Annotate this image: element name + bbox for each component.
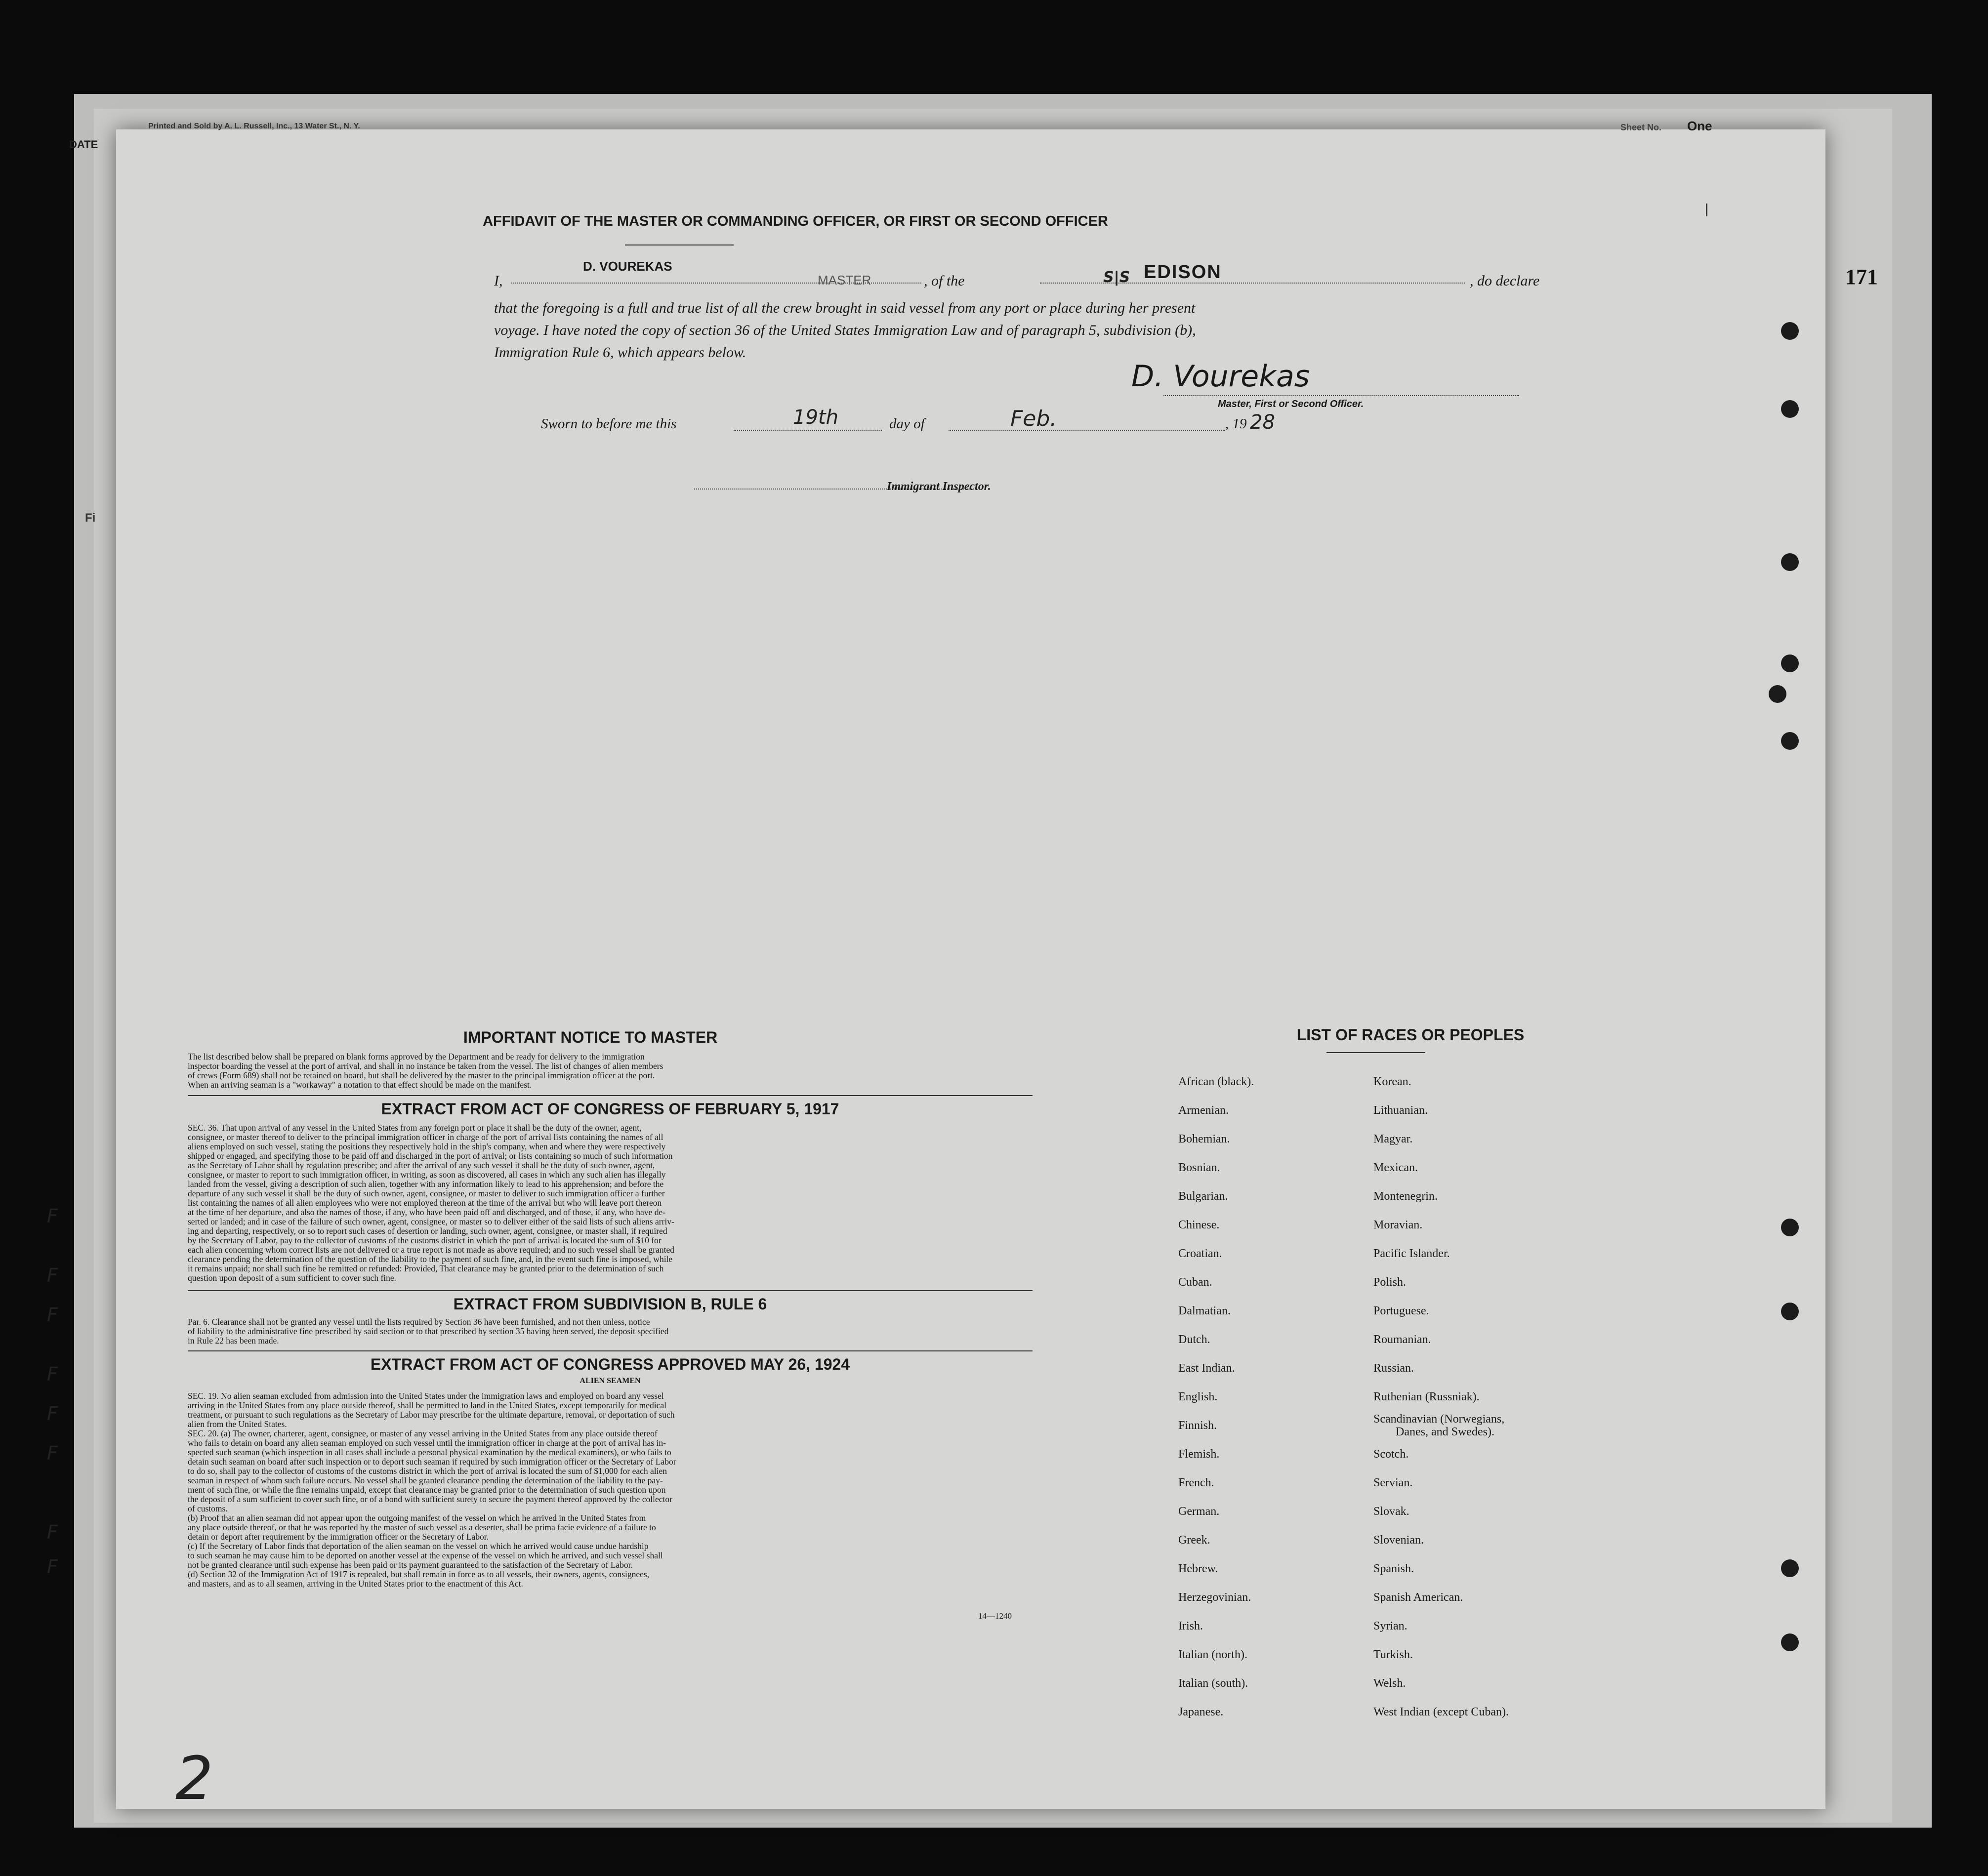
race-item: Finnish. xyxy=(1178,1419,1217,1432)
race-item: Bosnian. xyxy=(1178,1161,1220,1174)
rule6-line: of liability to the administrative fine prescribed by said section or to that prescribed by section 35 having been served, the deposit specified xyxy=(188,1326,669,1336)
race-item: Croatian. xyxy=(1178,1247,1222,1260)
act1917-title: EXTRACT FROM ACT OF CONGRESS OF FEBRUARY 5, 1917 xyxy=(381,1100,839,1118)
act1924-title: EXTRACT FROM ACT OF CONGRESS APPROVED MAY 26, 1924 xyxy=(370,1355,850,1373)
race-item: Spanish. xyxy=(1373,1562,1414,1575)
notice-rule xyxy=(188,1095,1033,1096)
race-item: Dutch. xyxy=(1178,1333,1210,1346)
races-title-rule xyxy=(1326,1052,1425,1053)
act1924-line: any place outside thereof, or that he was reported by the master of such vessel as a deserter, shall be prima facie evidence of a failure to xyxy=(188,1522,656,1532)
notice-text xyxy=(188,1052,1033,1090)
binder-hole xyxy=(1781,654,1799,672)
margin-tick: F xyxy=(47,1363,58,1385)
act1917-line: question upon deposit of a sum sufficient to cover such fine. xyxy=(188,1273,397,1283)
race-item: Irish. xyxy=(1178,1620,1203,1632)
race-item: Magyar. xyxy=(1373,1133,1413,1145)
act1924-line: detain or deport after requirement by the immigration officer or the Secretary of Labor. xyxy=(188,1532,489,1542)
rule6-line: in Rule 22 has been made. xyxy=(188,1336,279,1346)
sheet-number-label: Sheet No. xyxy=(1620,122,1662,132)
act1917-line: SEC. 36. That upon arrival of any vessel in the United States from any foreign port or place it shall be the duty of the owner, agent, xyxy=(188,1123,642,1133)
act1917-rule xyxy=(188,1290,1033,1291)
master-signature: D. Vourekas xyxy=(1131,359,1310,394)
printer-line: Printed and Sold by A. L. Russell, Inc., 13 Water St., N. Y. xyxy=(148,122,360,130)
race-item: Montenegrin. xyxy=(1373,1190,1438,1203)
act1917-line: each alien concerning whom correct lists are not delivered or a true report is not made as above required; and no such vessel shall be granted xyxy=(188,1245,674,1255)
race-item: Bohemian. xyxy=(1178,1133,1230,1145)
signature-caption: Master, First or Second Officer. xyxy=(1218,399,1364,409)
rule6-rule xyxy=(188,1350,1033,1351)
race-item: Pacific Islander. xyxy=(1373,1247,1450,1260)
i-label: I, xyxy=(494,273,503,289)
act1924-line: SEC. 20. (a) The owner, charterer, agent, consignee, or master of any vessel arriving in the United States from any place outside thereof xyxy=(188,1428,658,1438)
binder-hole xyxy=(1781,322,1799,340)
affidavit-line-4: Immigration Rule 6, which appears below. xyxy=(494,344,746,361)
sworn-month-line xyxy=(949,430,1225,431)
signature-line xyxy=(1163,395,1519,396)
form-code: 14—1240 xyxy=(978,1611,1012,1621)
race-item: Italian (north). xyxy=(1178,1648,1247,1661)
act1917-line: as the Secretary of Labor shall by regulation prescribe; and after the arrival of any such vessel it shall be the duty of such owner, agent, xyxy=(188,1160,655,1170)
act1917-line: consignee, or master thereof to deliver to the principal immigration officer in charge of the port of arrival lists containing the names of all xyxy=(188,1132,663,1142)
notice-line: The list described below shall be prepared on blank forms approved by the Department and be ready for delivery to the immigration xyxy=(188,1052,645,1061)
affidavit-title: AFFIDAVIT OF THE MASTER OR COMMANDING OFFICER, OR FIRST OR SECOND OFFICER xyxy=(483,213,1108,229)
act1924-line: (c) If the Secretary of Labor finds that deportation of the alien seaman on the vessel on which he arrived would cause undue hardship xyxy=(188,1541,649,1551)
race-item: Greek. xyxy=(1178,1534,1210,1547)
sheet-number: One xyxy=(1687,119,1712,133)
sworn-label: Sworn to before me this xyxy=(541,416,677,432)
act1924-line: not be granted clearance until such expense has been paid or its payment guaranteed to the satisfaction of the Secretary of Labor. xyxy=(188,1560,633,1570)
master-rank: MASTER xyxy=(818,273,871,287)
inspector-caption: Immigrant Inspector. xyxy=(887,480,991,493)
race-item: Moravian. xyxy=(1373,1219,1423,1231)
act1924-subtitle: ALIEN SEAMEN xyxy=(580,1377,641,1385)
date-label: DATE xyxy=(69,138,98,151)
page-number: 171 xyxy=(1845,265,1878,289)
race-item: German. xyxy=(1178,1505,1220,1518)
act1917-line: landed from the vessel, giving a description of such alien, together with any information likely to lead to his apprehension; and before the xyxy=(188,1179,664,1189)
race-item: Slovenian. xyxy=(1373,1534,1424,1547)
notice-line: inspector boarding the vessel at the port of arrival, and shall in no instance be taken from the vessel. The list of changes of alien members xyxy=(188,1061,663,1071)
race-item: Herzegovinian. xyxy=(1178,1591,1251,1604)
act1917-line: serted or landed; and in case of the failure of such owner, agent, consignee, or master so to deliver either of the said lists of such aliens arriv- xyxy=(188,1217,674,1226)
act1917-line: clearance pending the determination of the question of the liability to the payment of such fine, and, in the event such fine is imposed, while xyxy=(188,1254,673,1264)
act1924-line: (b) Proof that an alien seaman did not appear upon the outgoing manifest of the vessel on which he arrived in the United States from xyxy=(188,1513,646,1523)
act1917-line: ing and departing, respectively, or so to report such cases of desertion or landing, such owner, agent, consignee, or master shall, if required xyxy=(188,1226,667,1236)
notice-line: When an arriving seaman is a "workaway" a notation to that effect should be made on the manifest. xyxy=(188,1080,532,1090)
race-item: English. xyxy=(1178,1390,1218,1403)
race-item-continued: Danes, and Swedes). xyxy=(1396,1426,1494,1438)
act1917-line: it remains unpaid; nor shall such fine be remitted or refunded: Provided, That clearance may be granted prior to the determination of such xyxy=(188,1264,664,1273)
act1924-line: ment of such fine, or while the fine remains unpaid, except that clearance may be granted prior to the determination of such question upon xyxy=(188,1485,666,1495)
race-item: Dalmatian. xyxy=(1178,1305,1231,1317)
race-item: Scandinavian (Norwegians, xyxy=(1373,1413,1505,1426)
act1917-line: aliens employed on such vessel, stating the positions they respectively hold in the ship's company, when and where they were respectively xyxy=(188,1142,666,1151)
act1917-line: shipped or engaged, and specifying those to be paid off and discharged in the port of arrival; or lists containing so much of such information xyxy=(188,1151,673,1161)
act1924-line: (d) Section 32 of the Immigration Act of 1917 is repealed, but shall remain in force as to all vessels, their owners, agents, consignees, xyxy=(188,1569,650,1579)
act1924-line: the deposit of a sum sufficient to cover such fine, or of a bond with sufficient surety to secure the payment thereof approved by the collector xyxy=(188,1494,672,1504)
race-item: Cuban. xyxy=(1178,1276,1212,1289)
race-item: Lithuanian. xyxy=(1373,1104,1428,1117)
act1924-line: seaman in respect of whom such failure occurs. No vessel shall be granted clearance pending the determination of the liability to the pay- xyxy=(188,1475,663,1485)
of-the-label: , of the xyxy=(924,273,965,289)
rule6-text xyxy=(188,1317,1033,1346)
binder-hole xyxy=(1781,732,1799,750)
race-item: Servian. xyxy=(1373,1476,1413,1489)
binder-hole xyxy=(1781,1219,1799,1236)
day-of-label: day of xyxy=(889,416,925,432)
binder-hole xyxy=(1781,553,1799,571)
sworn-month: Feb. xyxy=(1010,406,1057,431)
race-item: Mexican. xyxy=(1373,1161,1418,1174)
master-name: D. VOUREKAS xyxy=(583,259,672,274)
race-item: Armenian. xyxy=(1178,1104,1229,1117)
race-item: Flemish. xyxy=(1178,1448,1220,1461)
rule6-title: EXTRACT FROM SUBDIVISION B, RULE 6 xyxy=(453,1295,767,1313)
margin-tick: F xyxy=(47,1442,58,1464)
act1917-line: list containing the names of all alien employees who were not employed thereon at the time of the arrival but who will leave port thereon xyxy=(188,1198,662,1208)
sworn-day: 19th xyxy=(793,406,838,429)
vessel-prefix: S|S xyxy=(1103,269,1130,286)
race-item: Korean. xyxy=(1373,1075,1411,1088)
binder-hole xyxy=(1769,685,1786,703)
bottom-left-mark: 2 xyxy=(175,1745,213,1813)
margin-tick: F xyxy=(47,1521,58,1543)
margin-tick: F xyxy=(47,1264,58,1286)
race-item: French. xyxy=(1178,1476,1214,1489)
act1924-line: to such seaman he may cause him to be deported on another vessel at the expense of the vessel on which he arrived, and such vessel shall xyxy=(188,1550,663,1560)
race-item: Polish. xyxy=(1373,1276,1407,1289)
binder-hole xyxy=(1781,1303,1799,1320)
rule6-line: Par. 6. Clearance shall not be granted any vessel until the lists required by Section 36 have been furnished, and not then unless, notice xyxy=(188,1317,650,1327)
affidavit-line-2: that the foregoing is a full and true list of all the crew brought in said vessel from any port or place during her present xyxy=(494,300,1196,316)
margin-tick: F xyxy=(47,1205,58,1227)
race-item: Hebrew. xyxy=(1178,1562,1218,1575)
act1924-line: to do so, shall pay to the collector of customs of the customs district in which the port of arrival is located the sum of $1,000 for each alien xyxy=(188,1466,667,1476)
act1924-line: and masters, and as to all seamen, arriving in the United States prior to the enactment of this Act. xyxy=(188,1579,523,1589)
year-prefix: , 19 xyxy=(1225,416,1247,432)
act1917-line: at the time of her departure, and also the names of those, if any, who have been paid off and discharged, and of those, if any, who have de- xyxy=(188,1207,666,1217)
affidavit-sheet xyxy=(116,119,1825,1813)
act1924-line: spected such seaman (which inspection in all cases shall include a personal physical examination by the medical examiners), or who fails to xyxy=(188,1447,671,1457)
act1917-line: by the Secretary of Labor, pay to the collector of customs of the customs district in which the port of arrival is located the sum of $10 for xyxy=(188,1235,662,1245)
act1924-line: SEC. 19. No alien seaman excluded from admission into the United States under the immigration laws and employed on board any vessel xyxy=(188,1391,664,1401)
race-item: Scotch. xyxy=(1373,1448,1409,1461)
race-item: Ruthenian (Russniak). xyxy=(1373,1390,1480,1403)
races-title: LIST OF RACES OR PEOPLES xyxy=(1296,1026,1525,1044)
f-label: Fi xyxy=(85,511,96,525)
sworn-day-line xyxy=(734,430,882,431)
act1924-line: alien from the United States. xyxy=(188,1419,287,1429)
race-item: Chinese. xyxy=(1178,1219,1220,1231)
act1924-line: of customs. xyxy=(188,1504,228,1513)
race-item: Italian (south). xyxy=(1178,1677,1248,1690)
binder-hole xyxy=(1781,1633,1799,1651)
race-item: Turkish. xyxy=(1373,1648,1413,1661)
margin-tick: F xyxy=(47,1556,58,1578)
act1924-line: who fails to detain on board any alien seaman employed on such vessel until the immigration officer in charge at the port of arrival has in- xyxy=(188,1438,666,1448)
race-item: East Indian. xyxy=(1178,1362,1235,1375)
race-item: Russian. xyxy=(1373,1362,1414,1375)
do-declare-label: , do declare xyxy=(1470,273,1540,289)
act1924-text xyxy=(188,1391,1033,1589)
notice-line: of crews (Form 689) shall not be retained on board, but shall be delivered by the master to the principal immigration officer at the port. xyxy=(188,1070,655,1080)
binder-hole xyxy=(1781,400,1799,418)
sworn-year: 28 xyxy=(1250,411,1275,434)
race-item: Bulgarian. xyxy=(1178,1190,1228,1203)
race-item: Spanish American. xyxy=(1373,1591,1463,1604)
act1917-text xyxy=(188,1123,1033,1283)
race-item: Portuguese. xyxy=(1373,1305,1429,1317)
notice-title: IMPORTANT NOTICE TO MASTER xyxy=(463,1028,718,1046)
act1924-line: treatment, or pursuant to such regulations as the Secretary of Labor may prescribe for the ultimate departure, removal, or deportation of such xyxy=(188,1410,675,1420)
margin-tick: F xyxy=(47,1403,58,1425)
affidavit-line-3: voyage. I have noted the copy of section 36 of the United States Immigration Law and of paragraph 5, subdivision (b), xyxy=(494,322,1196,338)
race-item: African (black). xyxy=(1178,1075,1254,1088)
act1924-line: arriving in the United States from any place outside thereof, shall be permitted to land in the United States, except temporarily for medical xyxy=(188,1400,667,1410)
binder-hole xyxy=(1781,1559,1799,1577)
margin-tick: F xyxy=(47,1304,58,1326)
tick-mark xyxy=(1706,204,1707,216)
race-item: Slovak. xyxy=(1373,1505,1409,1518)
race-item: Syrian. xyxy=(1373,1620,1408,1632)
act1917-line: consignee, or master to report to such immigration officer, in writing, as soon as discovered, all cases in which any such alien has illegally xyxy=(188,1170,666,1180)
race-item: Japanese. xyxy=(1178,1706,1224,1718)
race-item: Roumanian. xyxy=(1373,1333,1431,1346)
act1917-line: departure of any such vessel it shall be the duty of such owner, agent, consignee, or master to deliver to such immigration officer a further xyxy=(188,1188,665,1198)
race-item: Welsh. xyxy=(1373,1677,1406,1690)
vessel-name: EDISON xyxy=(1144,262,1222,283)
race-item: West Indian (except Cuban). xyxy=(1373,1706,1509,1718)
act1924-line: detain such seaman on board after such inspection or to deport such seaman if required by such immigration officer or the Secretary of Labor xyxy=(188,1457,676,1467)
